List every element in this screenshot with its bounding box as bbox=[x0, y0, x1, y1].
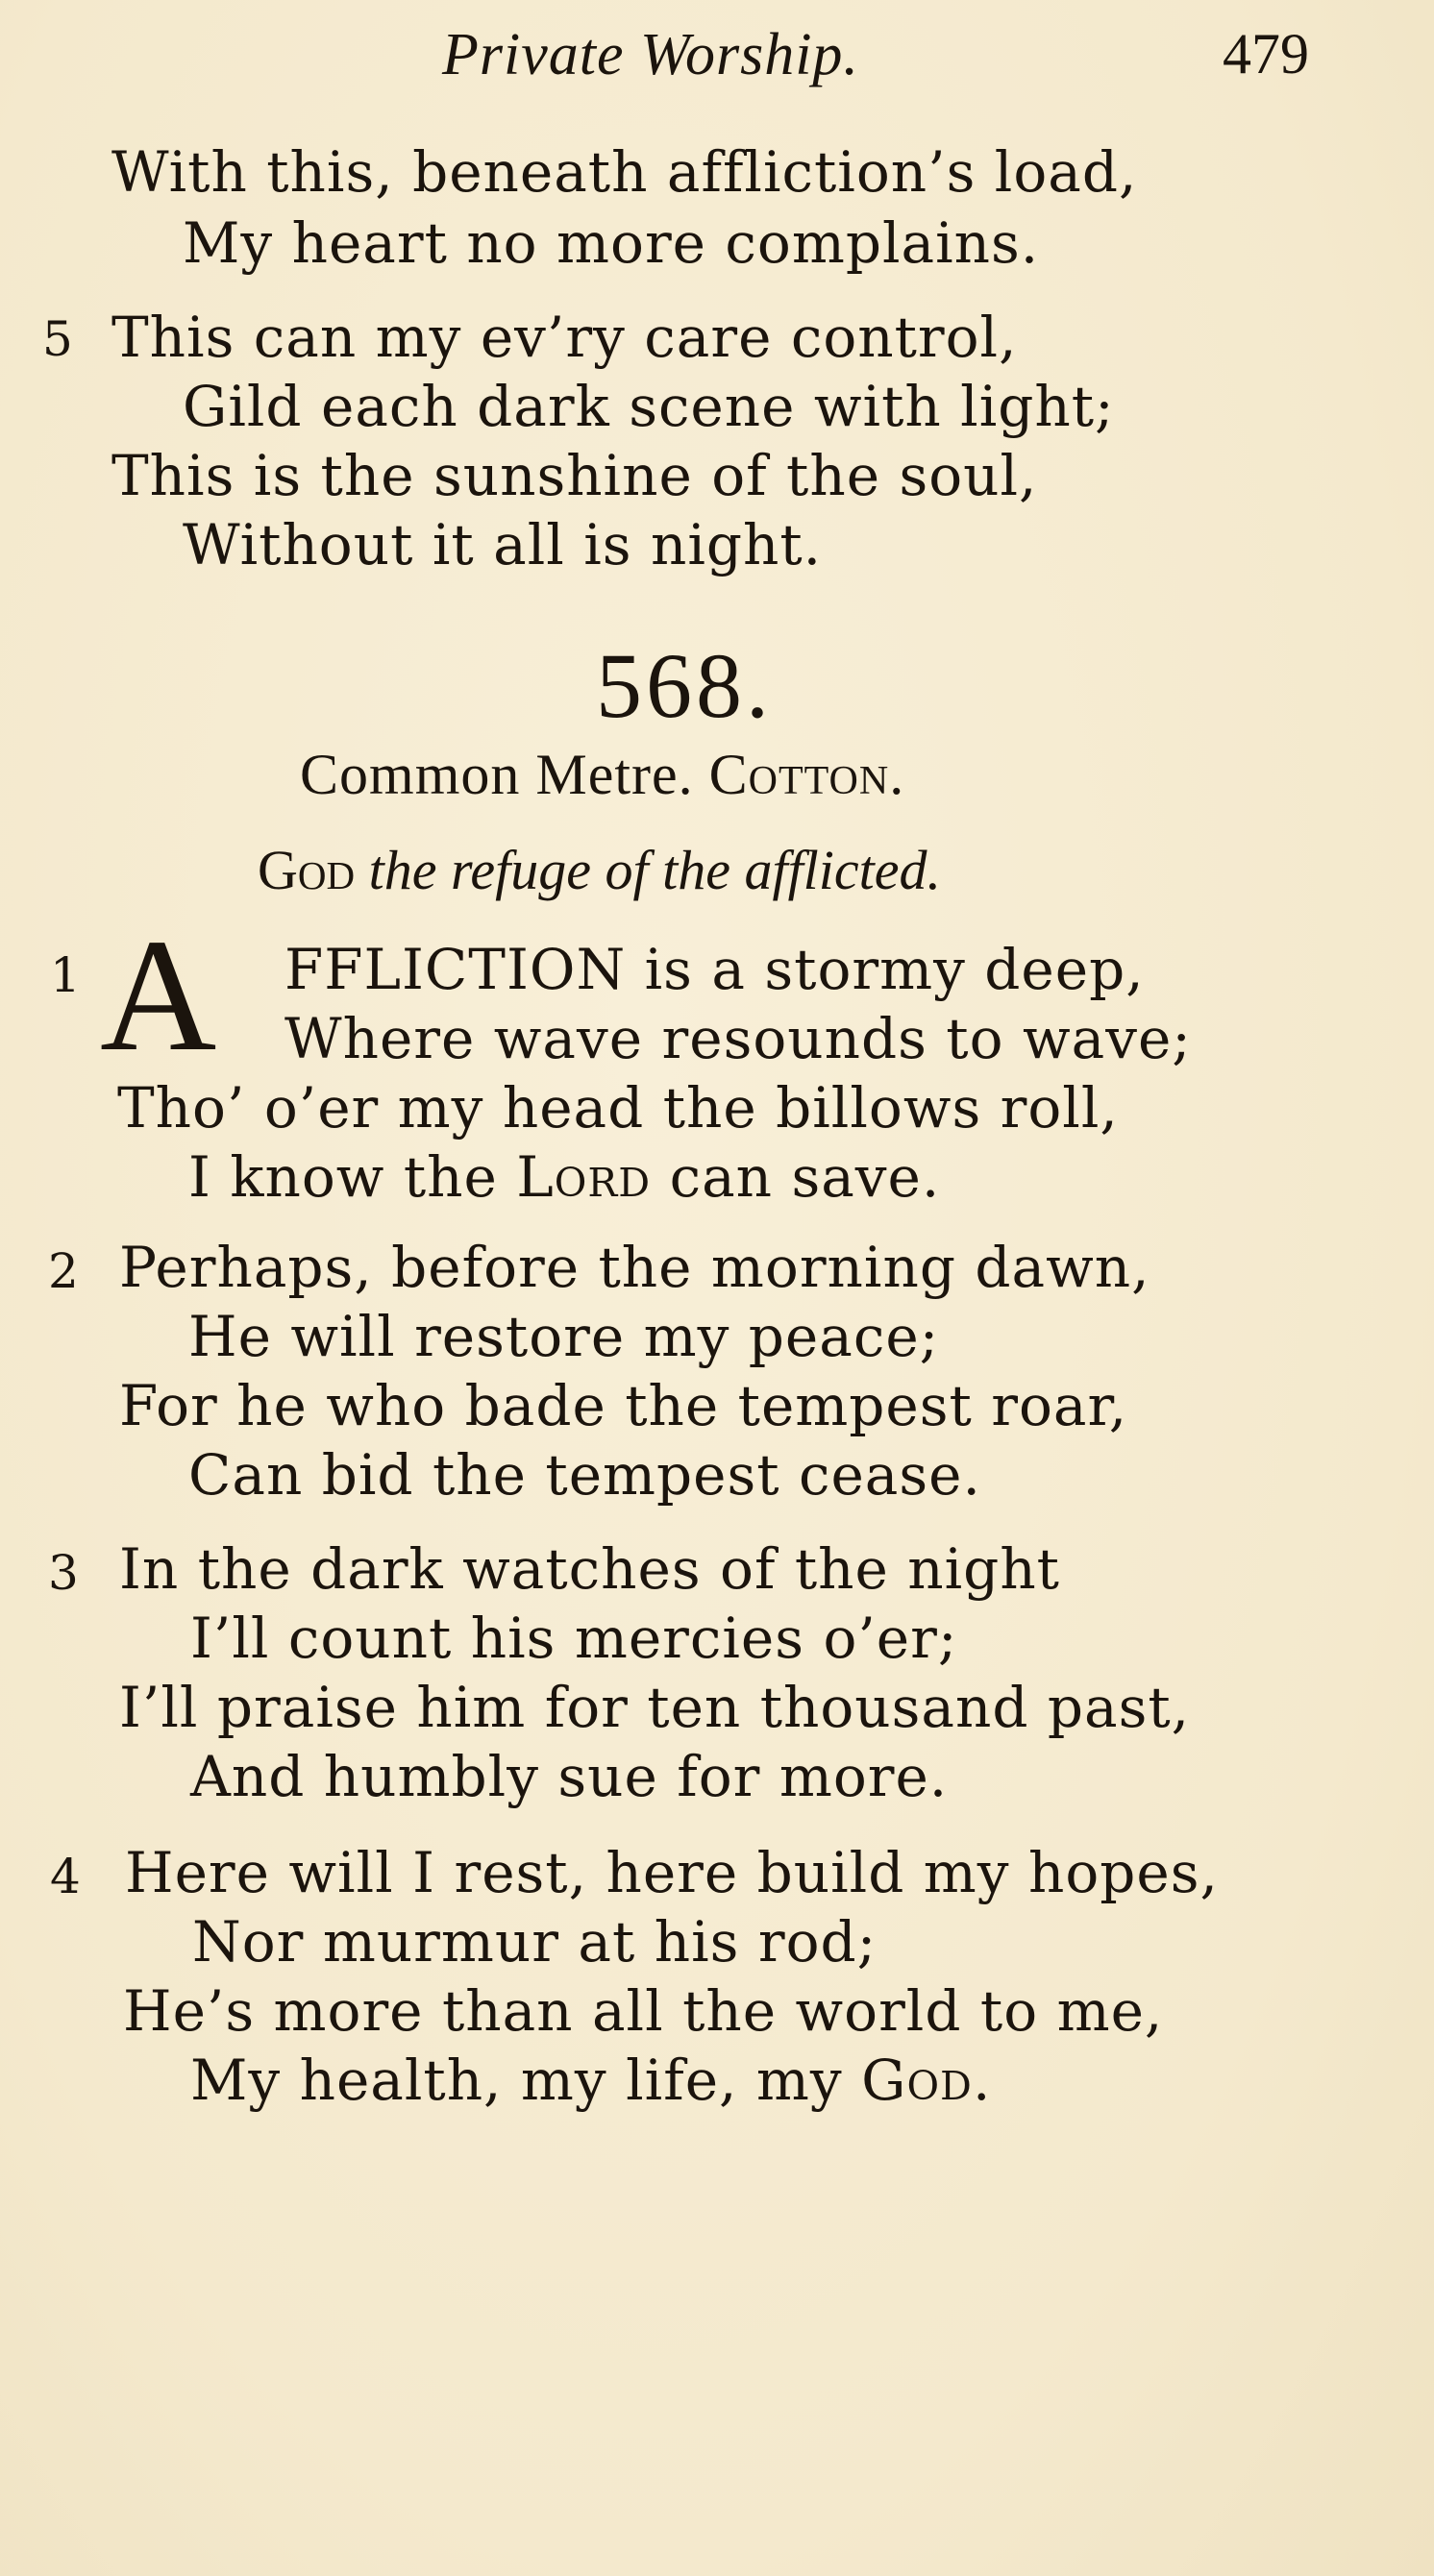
verse-line: This is the sunshine of the soul, bbox=[111, 443, 1038, 508]
verse-line bbox=[190, 2048, 992, 2113]
verse-line: He will restore my peace; bbox=[188, 1304, 940, 1369]
drop-cap: A bbox=[100, 906, 217, 1085]
verse-text: . bbox=[972, 2048, 992, 2113]
verse-line: I’ll praise him for ten thousand past, bbox=[119, 1675, 1191, 1740]
meter-label: Common Metre. bbox=[300, 743, 694, 806]
verse-line: Gild each dark scene with light; bbox=[183, 374, 1115, 439]
verse-text: can save. bbox=[651, 1144, 941, 1210]
verse-line: With this, beneath affliction’s load, bbox=[111, 139, 1138, 205]
verse-line: Tho’ o’er my head the billows roll, bbox=[117, 1075, 1119, 1141]
god-small-caps: God bbox=[861, 2048, 973, 2113]
verse-line: Nor murmur at his rod; bbox=[192, 1909, 878, 1975]
hymn-subtitle bbox=[258, 838, 941, 902]
verse-line: In the dark watches of the night bbox=[119, 1536, 1060, 1602]
verse-line: He’s more than all the world to me, bbox=[123, 1978, 1164, 2044]
verse-line: Can bid the tempest cease. bbox=[188, 1442, 981, 1508]
stanza-number: 5 bbox=[42, 311, 74, 367]
hymn-author: Cotton. bbox=[708, 743, 905, 806]
hymn-meter bbox=[300, 742, 904, 808]
lord-small-caps: Lord bbox=[516, 1144, 652, 1210]
stanza-number: 2 bbox=[48, 1243, 80, 1299]
verse-line: And humbly sue for more. bbox=[190, 1744, 949, 1809]
verse-line: For he who bade the tempest roar, bbox=[119, 1373, 1128, 1438]
verse-line: My heart no more complains. bbox=[183, 210, 1040, 276]
verse-line bbox=[188, 1144, 941, 1210]
running-header: Private Worship. bbox=[442, 22, 859, 87]
subtitle-god: God bbox=[258, 839, 356, 901]
verse-line: Without it all is night. bbox=[183, 512, 823, 577]
subtitle-text: the refuge of the afflicted. bbox=[368, 839, 942, 901]
verse-line: Here will I rest, here build my hopes, bbox=[125, 1840, 1219, 1905]
verse-line: Where wave resounds to wave; bbox=[284, 1006, 1192, 1071]
verse-text: I know the bbox=[188, 1144, 517, 1210]
hymn-number: 568. bbox=[596, 634, 773, 737]
stanza-number: 1 bbox=[50, 947, 82, 1003]
stanza-number: 3 bbox=[48, 1545, 80, 1601]
verse-line: Perhaps, before the morning dawn, bbox=[119, 1235, 1150, 1300]
verse-line: This can my ev’ry care control, bbox=[111, 305, 1018, 370]
verse-line: FFLICTION is a stormy deep, bbox=[284, 937, 1145, 1002]
stanza-number: 4 bbox=[50, 1849, 82, 1904]
page-number: 479 bbox=[1223, 22, 1309, 86]
verse-line: I’ll count his mercies o’er; bbox=[190, 1606, 958, 1671]
verse-text: My health, my life, my bbox=[190, 2048, 862, 2113]
